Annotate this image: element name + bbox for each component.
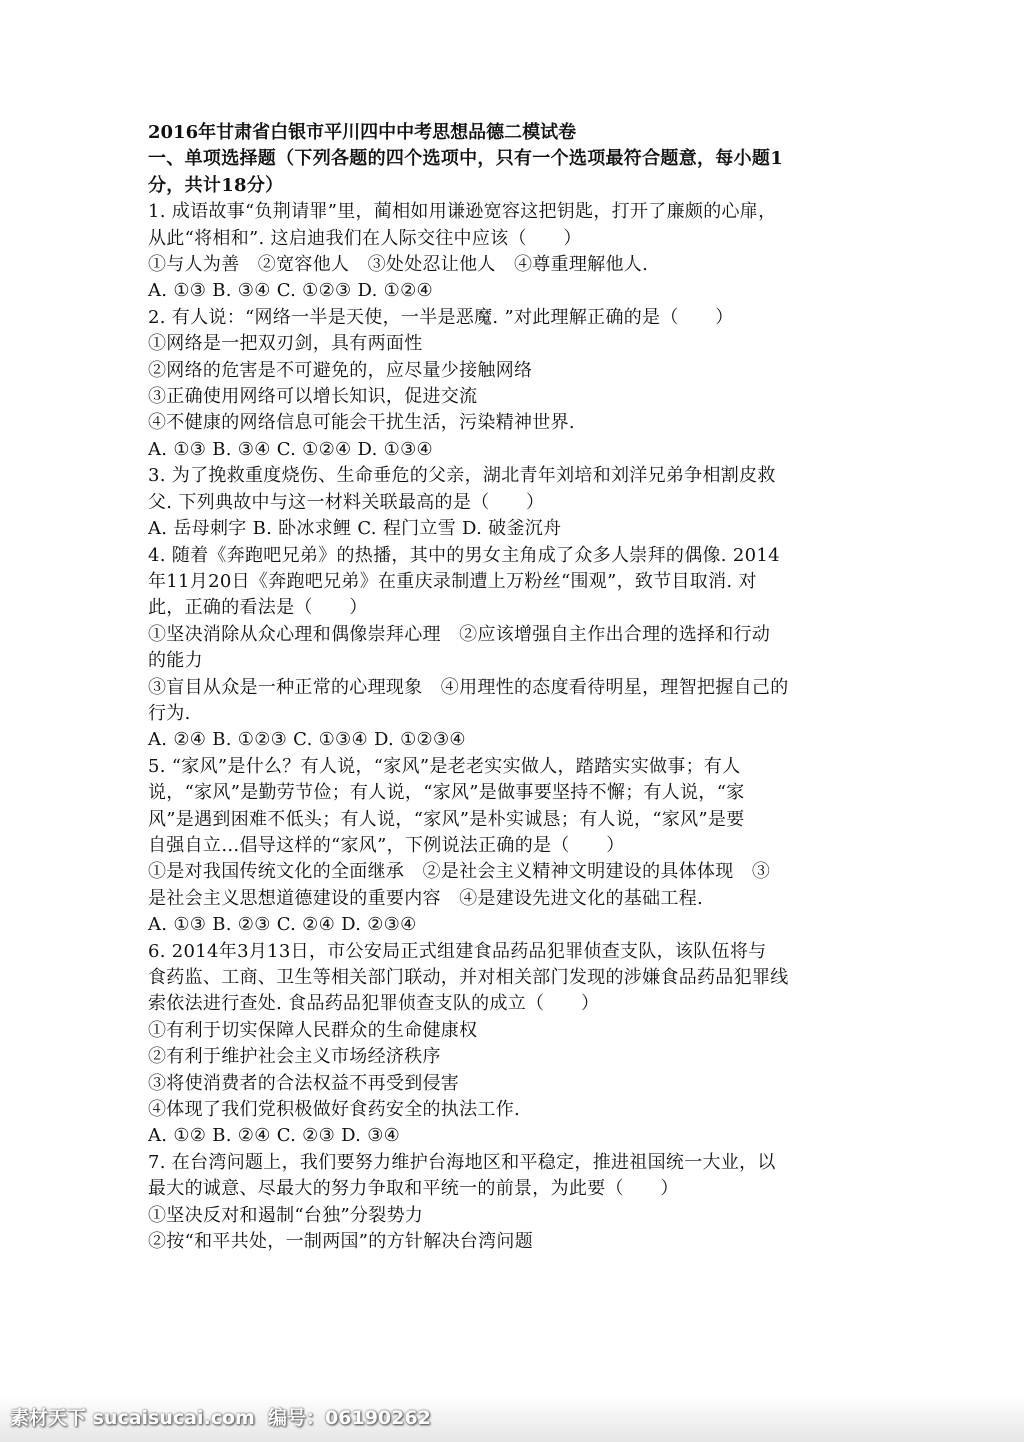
text-line: 是社会主义思想道德建设的重要内容 ④是建设先进文化的基础工程. xyxy=(148,887,704,909)
text-line: ③正确使用网络可以增长知识，促进交流 xyxy=(148,386,478,408)
text-line: 4. 随着《奔跑吧兄弟》的热播，其中的男女主角成了众多人崇拜的偶像. 2014 xyxy=(148,544,780,566)
text-line: 父. 下列典故中与这一材料关联最高的是（ ） xyxy=(148,491,545,513)
watermark-text: 素材天下 sucaisucai.com 编号：06190262 xyxy=(10,1407,431,1429)
text-line: 1. 成语故事“负荆请罪”里，蔺相如用谦逊宽容这把钥匙，打开了廉颇的心扉， xyxy=(148,201,777,223)
text-line: ①是对我国传统文化的全面继承 ②是社会主义精神文明建设的具体体现 ③ xyxy=(148,861,771,883)
text-line: ①坚决消除从众心理和偶像崇拜心理 ②应该增强自主作出合理的选择和行动 xyxy=(148,623,771,645)
exam-title: 2016年甘肃省白银市平川四中中考思想品德二模试卷 xyxy=(148,122,577,143)
text-line: ①有利于切实保障人民群众的生命健康权 xyxy=(148,1019,478,1041)
text-line: 索依法进行查处. 食品药品犯罪侦查支队的成立（ ） xyxy=(148,993,600,1015)
text-line: 此，正确的看法是（ ） xyxy=(148,597,368,619)
text-line: 食药监、工商、卫生等相关部门联动，并对相关部门发现的涉嫌食品药品犯罪线 xyxy=(148,967,789,988)
text-line: A. ①③ B. ②③ C. ②④ D. ②③④ xyxy=(148,914,417,936)
text-line: 行为. xyxy=(148,702,191,724)
text-line: 5. “家风”是什么？有人说，“家风”是老老实实做人，踏踏实实做事；有人 xyxy=(148,755,741,777)
text-line: ①坚决反对和遏制“台独”分裂势力 xyxy=(148,1204,424,1226)
text-line: 风”是遇到困难不低头；有人说，“家风”是朴实诚恳；有人说，“家风”是要 xyxy=(148,808,745,830)
text-line: A. ①② B. ②④ C. ②③ D. ③④ xyxy=(148,1125,401,1147)
text-line: ③盲目从众是一种正常的心理现象 ④用理性的态度看待明星，理智把握自己的 xyxy=(148,676,789,698)
section-heading-cont: 分，共计18分） xyxy=(148,174,284,196)
text-line: 年11月20日《奔跑吧兄弟》在重庆录制遭上万粉丝“围观”，致节目取消. 对 xyxy=(148,570,757,592)
text-line: ④体现了我们党积极做好食药安全的执法工作. xyxy=(148,1099,521,1121)
question-body xyxy=(148,199,876,1255)
text-line: A. ②④ B. ①②③ C. ①③④ D. ①②③④ xyxy=(148,729,466,751)
text-line: A. 岳母刺字 B. 卧冰求鲤 C. 程门立雪 D. 破釜沉舟 xyxy=(148,518,562,540)
text-line: 从此“将相和”. 这启迪我们在人际交往中应该（ ） xyxy=(148,227,582,249)
text-line: 的能力 xyxy=(148,650,203,672)
text-line: ③将使消费者的合法权益不再受到侵害 xyxy=(148,1072,460,1094)
text-line: A. ①③ B. ③④ C. ①②④ D. ①③④ xyxy=(148,438,433,460)
text-line: ①网络是一把双刃剑，具有两面性 xyxy=(148,333,423,355)
watermark-bar xyxy=(0,1396,1024,1442)
text-line: ①与人为善 ②宽容他人 ③处处忍让他人 ④尊重理解他人. xyxy=(148,254,649,276)
text-line: ②有利于维护社会主义市场经济秩序 xyxy=(148,1046,441,1068)
text-line: 说，“家风”是勤劳节俭；有人说，“家风”是做事要坚持不懈；有人说，“家 xyxy=(148,782,745,804)
text-line: 2. 有人说：“网络一半是天使，一半是恶魔. ”对此理解正确的是（ ） xyxy=(148,306,734,328)
text-line: 自强自立…倡导这样的“家风”，下例说法正确的是（ ） xyxy=(148,834,625,856)
text-line: ②按“和平共处，一制两国”的方针解决台湾问题 xyxy=(148,1231,534,1253)
text-line: 最大的诚意、尽最大的努力争取和平统一的前景，为此要（ ） xyxy=(148,1178,679,1200)
text-line: 6. 2014年3月13日，市公安局正式组建食品药品犯罪侦查支队，该队伍将与 xyxy=(148,940,767,962)
text-line: 3. 为了挽救重度烧伤、生命垂危的父亲，湖北青年刘培和刘洋兄弟争相割皮救 xyxy=(148,465,776,487)
text-line: 7. 在台湾问题上，我们要努力维护台海地区和平稳定，推进祖国统一大业，以 xyxy=(148,1151,776,1173)
exam-document xyxy=(148,120,876,1255)
text-line: A. ①③ B. ③④ C. ①②③ D. ①②④ xyxy=(148,280,433,302)
section-heading: 一、单项选择题（下列各题的四个选项中，只有一个选项最符合题意，每小题1 xyxy=(148,148,784,170)
text-line: ②网络的危害是不可避免的，应尽量少接触网络 xyxy=(148,359,533,381)
text-line: ④不健康的网络信息可能会干扰生活，污染精神世界. xyxy=(148,412,575,434)
